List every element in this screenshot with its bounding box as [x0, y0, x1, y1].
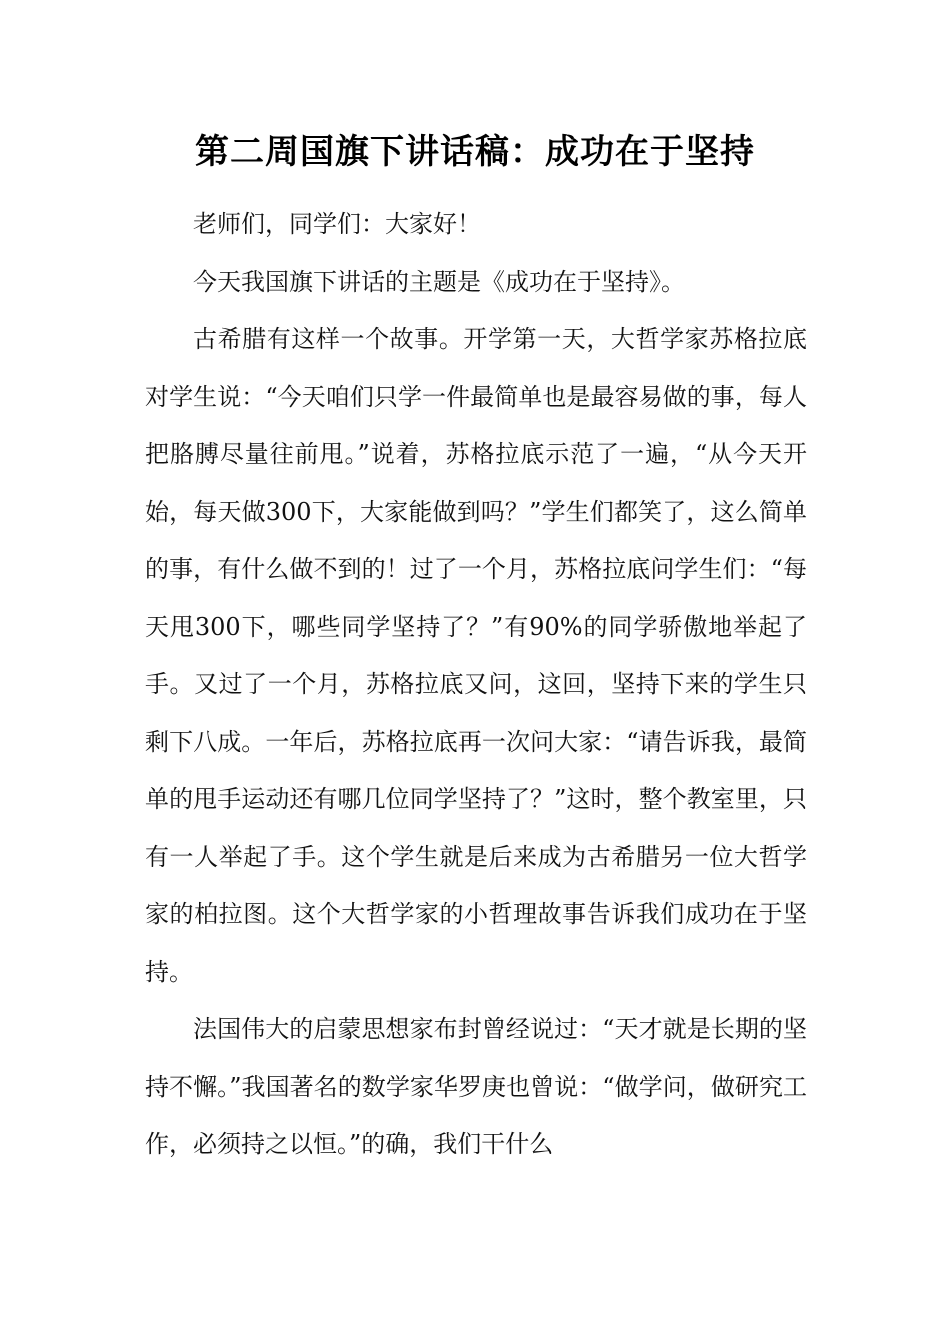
paragraph-story: 古希腊有这样一个故事。开学第一天，大哲学家苏格拉底对学生说：“今天咱们只学一件最简单也是最容易做的事，每人把胳膊尽量往前甩。”说着，苏格拉底示范了一遍，“从今天开始，每天做300下，大家能做到吗？”学生们都笑了，这么简单的事，有什么做不到的！过了一个月，苏格拉底问学生们：“每天甩300下，哪些同学坚持了？”有90%的同学骄傲地举起了手。又过了一个月，苏格拉底又问，这回，坚持下来的学生只剩下八成。一年后，苏格拉底再一次问大家：“请告诉我，最简单的甩手运动还有哪几位同学坚持了？”这时，整个教室里，只有一人举起了手。这个学生就是后来成为古希腊另一位大哲学家的柏拉图。这个大哲学家的小哲理故事告诉我们成功在于坚持。 [145, 325, 807, 986]
document-body [145, 196, 807, 1174]
paragraph-quotes: 法国伟大的启蒙思想家布封曾经说过：“天才就是长期的坚持不懈。”我国著名的数学家华罗庚也曾说：“做学问，做研究工作，必须持之以恒。”的确，我们干什么 [145, 1015, 807, 1158]
document-title: 第二周国旗下讲话稿：成功在于坚持 [195, 132, 755, 172]
paragraph-topic: 今天我国旗下讲话的主题是《成功在于坚持》。 [193, 267, 685, 296]
paragraph-greeting: 老师们，同学们：大家好！ [193, 210, 481, 238]
